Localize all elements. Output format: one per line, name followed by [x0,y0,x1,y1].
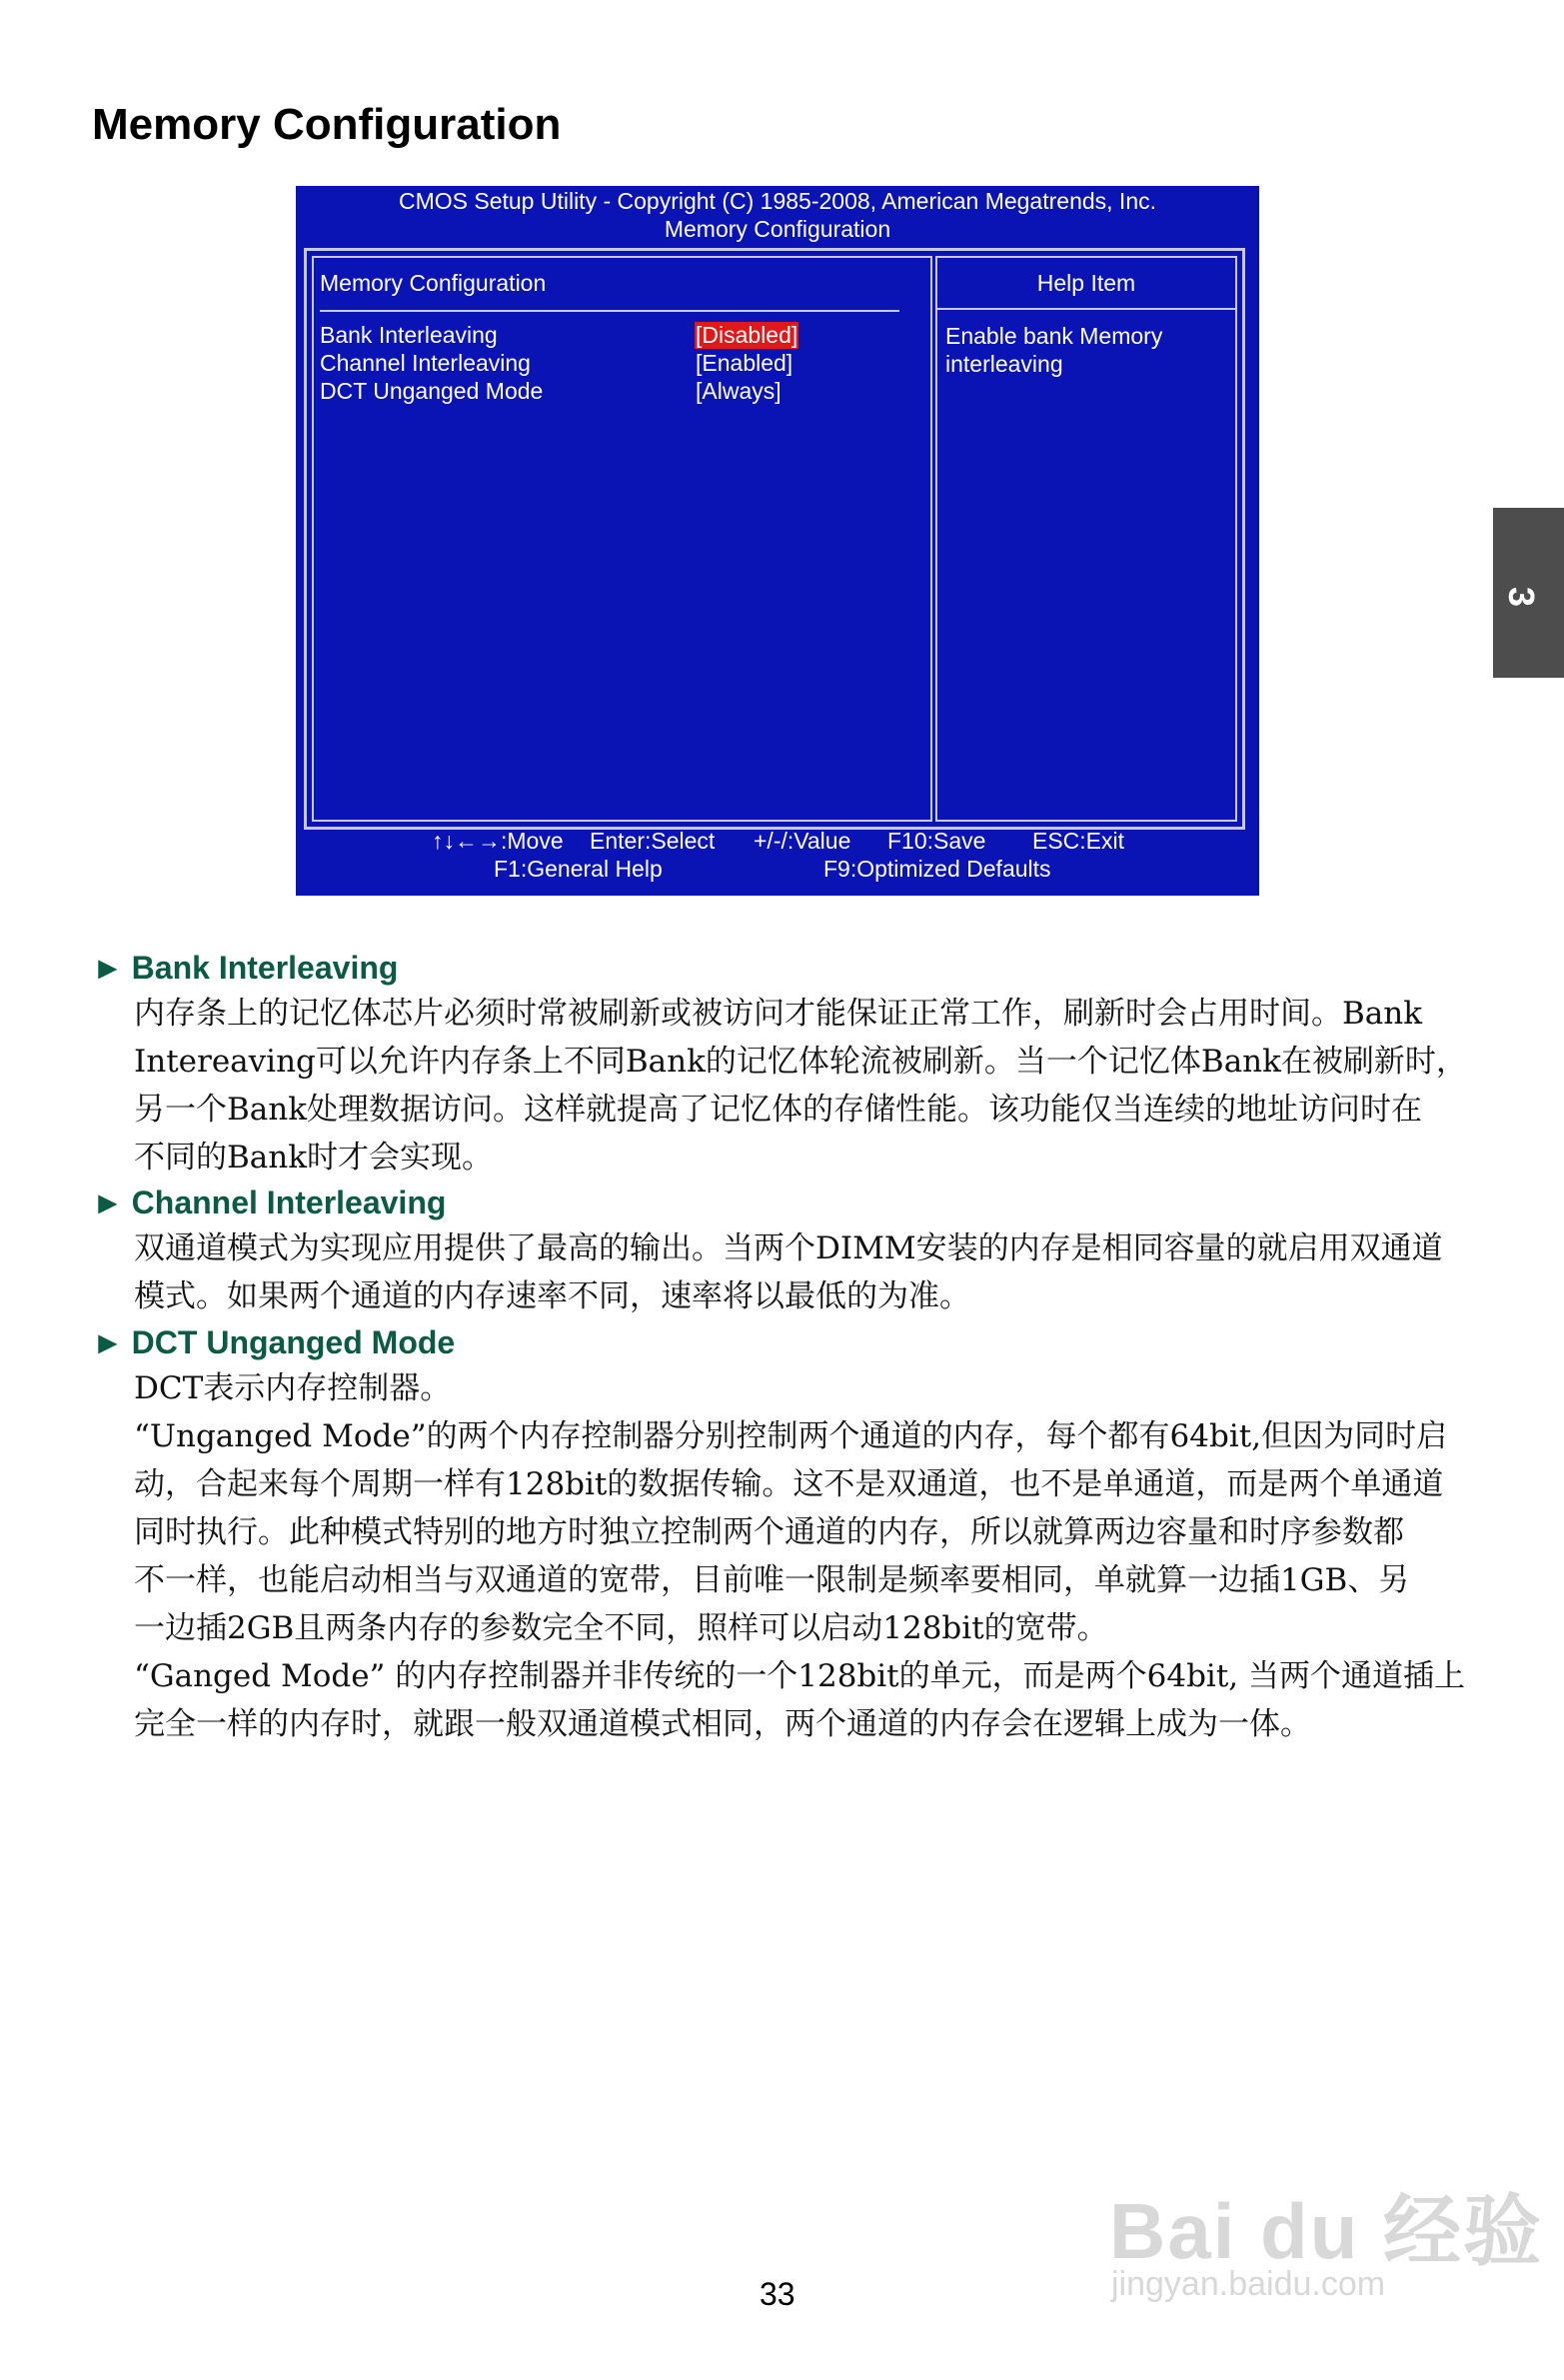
triangle-bullet-icon: ► [92,1324,124,1360]
bios-screen [296,186,1259,896]
footer-value: +/-/:Value [754,828,851,854]
section-heading-channel-interleaving: ► Channel Interleaving [92,1185,447,1220]
help-item-text: Enable bank Memory interleaving [945,323,1163,377]
bios-header-copyright: CMOS Setup Utility - Copyright (C) 1985-2008, American Megatrends, Inc. [398,188,1157,214]
chapter-number: 3 [1501,586,1543,608]
setting-value-channel-interleaving[interactable]: [Enabled] [696,350,793,376]
paragraph-line: 模式。如果两个通道的内存速率不同，速率将以最低的为准。 [134,1278,970,1314]
paragraph-line: 完全一样的内存时，就跟一般双通道模式相同，两个通道的内存会在逻辑上成为一体。 [134,1706,1311,1742]
paragraph-line: 内存条上的记忆体芯片必须时常被刷新或被访问才能保证正常工作，刷新时会占用时间。Bank [134,996,1423,1032]
setting-label-bank-interleaving[interactable]: Bank Interleaving [320,322,498,348]
baidu-watermark [1099,2149,1549,2303]
bios-title-divider [320,310,899,312]
paragraph-line: DCT表示内存控制器。 [134,1370,452,1406]
paragraph-line: 同时执行。此种模式特别的地方时独立控制两个通道的内存，所以就算两边容量和时序参数都 [134,1514,1404,1550]
help-item-title: Help Item [1036,270,1136,296]
footer-optimized-defaults: F9:Optimized Defaults [823,856,1051,882]
paragraph-line: 另一个Bank处理数据访问。这样就提高了记忆体的存储性能。该功能仅当连续的地址访问时在 [134,1092,1423,1128]
page-title: Memory Configuration [92,100,562,149]
paragraph-line: Intereaving可以允许内存条上不同Bank的记忆体轮流被刷新。当一个记忆体Bank在被刷新时， [134,1044,1467,1080]
watermark-url: jingyan.baidu.com [1111,2265,1386,2303]
paragraph-line: “Ganged Mode” 的内存控制器并非传统的一个128bit的单元，而是两个64bit, 当两个通道插上 [134,1658,1465,1694]
bios-header-title: Memory Configuration [664,216,891,242]
paragraph-line: 不同的Bank时才会实现。 [134,1140,494,1176]
triangle-bullet-icon: ► [92,1185,124,1220]
paragraph-line: 不一样，也能启动相当与双通道的宽带，目前唯一限制是频率要相同，单就算一边插1GB、另 [134,1562,1410,1598]
setting-label-dct-unganged-mode[interactable]: DCT Unganged Mode [320,378,544,404]
footer-save: F10:Save [887,828,986,854]
paragraph-line: “Unganged Mode”的两个内存控制器分别控制两个通道的内存，每个都有64bit,但因为同时启 [134,1418,1448,1454]
help-title-divider [935,308,1237,310]
bios-panel-title: Memory Configuration [320,270,547,296]
setting-value-bank-interleaving[interactable]: [Disabled] [696,322,798,348]
footer-exit: ESC:Exit [1032,828,1125,854]
paragraph-line: 动，合起来每个周期一样有128bit的数据传输。这不是双通道，也不是单通道，而是两个单通道 [134,1466,1444,1502]
page-number: 33 [760,2276,795,2312]
chapter-tab [1493,508,1564,678]
paragraph-line: 一边插2GB且两条内存的参数完全不同，照样可以启动128bit的宽带。 [134,1610,1108,1646]
triangle-bullet-icon: ► [92,950,124,986]
footer-move: ↑↓←→:Move [432,828,564,854]
section-heading-dct-unganged-mode: ► DCT Unganged Mode [92,1324,456,1360]
paragraph-line: 双通道模式为实现应用提供了最高的输出。当两个DIMM安装的内存是相同容量的就启用双通道 [134,1230,1443,1266]
footer-select: Enter:Select [590,828,716,854]
watermark-logo: Bai du 经验 [1109,2187,1544,2275]
setting-value-dct-unganged-mode[interactable]: [Always] [696,378,782,404]
footer-general-help: F1:General Help [494,856,663,882]
section-heading-bank-interleaving: ► Bank Interleaving [92,950,399,986]
setting-label-channel-interleaving[interactable]: Channel Interleaving [320,350,531,376]
